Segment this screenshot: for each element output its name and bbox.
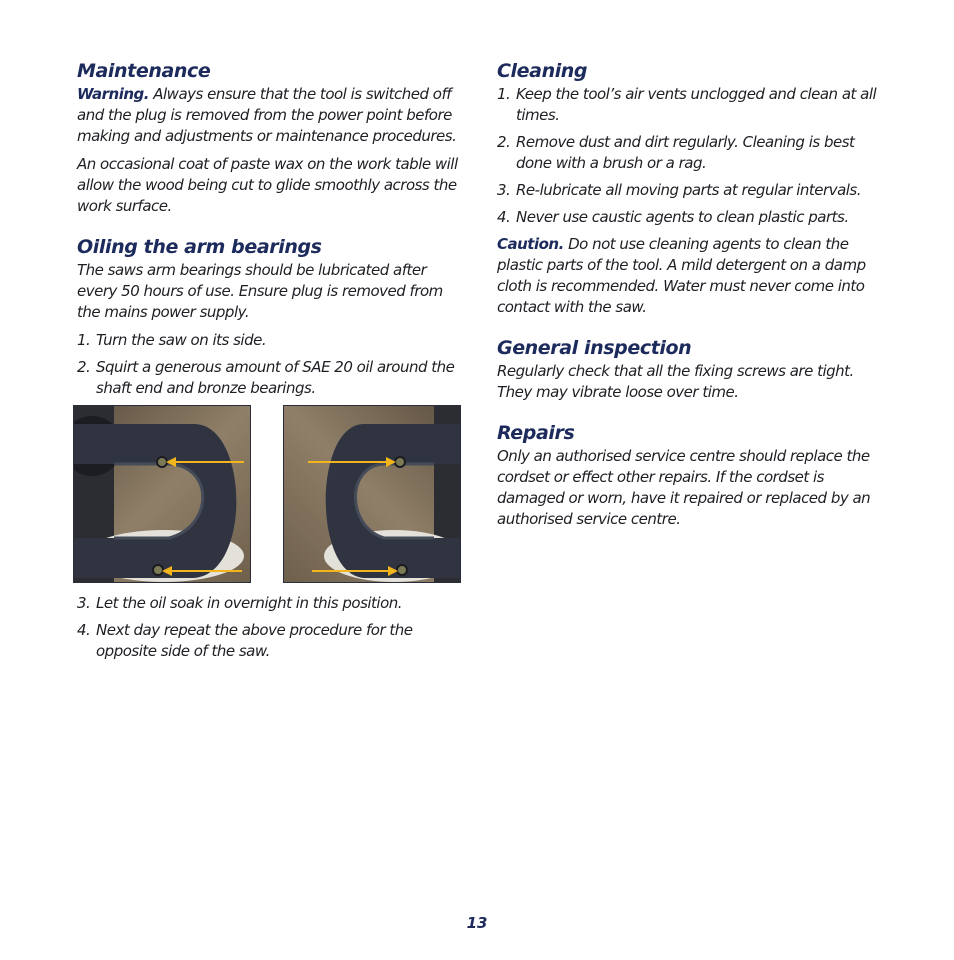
oiling-step-3: 3. Let the oil soak in overnight in this position. <box>77 594 403 612</box>
oiling-intro: The saws arm bearings should be lubricated after every 50 hours of use. Ensure plug is removed from the mains power supply. <box>77 261 443 321</box>
left-column <box>77 60 469 668</box>
maintenance-heading: Maintenance <box>77 60 211 82</box>
caution-text: Do not use cleaning agents to clean the plastic parts of the tool. A mild detergent on a damp cloth is recommended. Water must never come into contact with the saw. <box>497 235 866 316</box>
repairs-text: Only an authorised service centre should replace the cordset or effect other repairs. If the cordset is damaged or worn, have it repaired or replaced by an authorised service centre. <box>497 447 871 528</box>
oiling-step-2: 2. Squirt a generous amount of SAE 20 oil around the shaft end and bronze bearings. <box>77 358 455 397</box>
inspection-text: Regularly check that all the fixing screws are tight. They may vibrate loose over time. <box>497 362 854 401</box>
cleaning-caution <box>497 234 889 318</box>
warning-label: Warning. <box>77 85 149 103</box>
caution-label: Caution. <box>497 235 564 253</box>
cleaning-step-2: 2. Remove dust and dirt regularly. Cleaning is best done with a brush or a rag. <box>497 133 855 172</box>
oiling-heading: Oiling the arm bearings <box>77 236 322 258</box>
bearing-photo-left <box>73 405 251 583</box>
maintenance-warning <box>77 84 469 147</box>
inspection-heading: General inspection <box>497 337 692 359</box>
warning-text: Always ensure that the tool is switched off and the plug is removed from the power point before making and adjustments or maintenance procedures. <box>77 85 457 145</box>
oiling-step-1: 1. Turn the saw on its side. <box>77 331 267 349</box>
repairs-heading: Repairs <box>497 422 575 444</box>
bearing-photos <box>73 405 469 583</box>
cleaning-step-1: 1. Keep the tool’s air vents unclogged and clean at all times. <box>497 85 877 124</box>
cleaning-step-3: 3. Re-lubricate all moving parts at regular intervals. <box>497 181 862 199</box>
cleaning-heading: Cleaning <box>497 60 588 82</box>
right-column <box>497 60 889 537</box>
wax-paragraph: An occasional coat of paste wax on the work table will allow the wood being cut to glide smoothly across the work surface. <box>77 155 458 215</box>
oiling-step-4: 4. Next day repeat the above procedure for the opposite side of the saw. <box>77 621 413 660</box>
page-number: 13 <box>466 914 488 932</box>
bearing-photo-right <box>283 405 461 583</box>
cleaning-step-4: 4. Never use caustic agents to clean plastic parts. <box>497 208 849 226</box>
